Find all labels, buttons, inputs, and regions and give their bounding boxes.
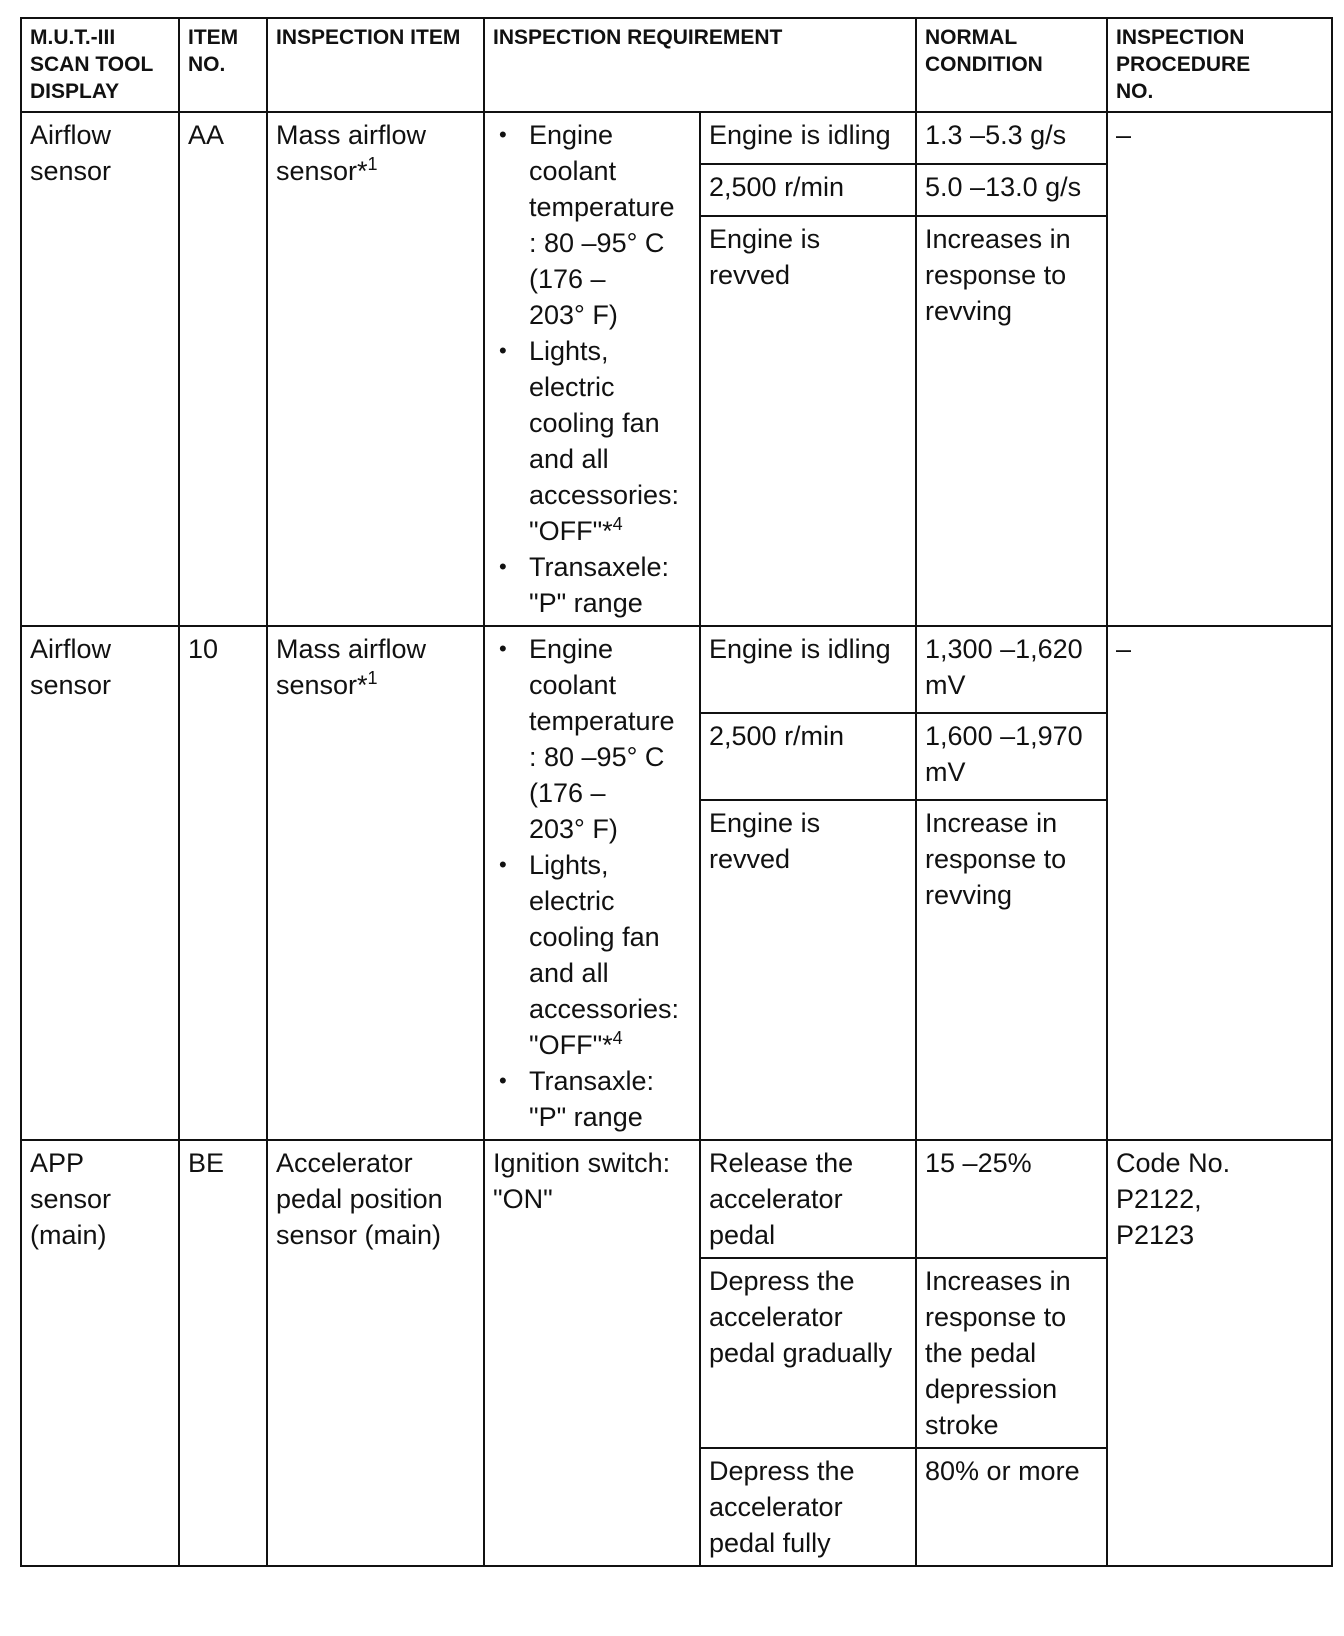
scan-tool-display-cell: Airflow sensor <box>21 112 179 626</box>
normal-condition-cell: 5.0 –13.0 g/s <box>916 164 1107 216</box>
condition-state-cell: Depress the accelerator pedal fully <box>700 1448 916 1566</box>
footnote-marker: 4 <box>612 1028 623 1048</box>
scan-tool-display-cell: APP sensor (main) <box>21 1140 179 1566</box>
item-no-cell: 10 <box>179 626 267 1140</box>
condition-state-cell: 2,500 r/min <box>700 164 916 216</box>
requirement-item-text: Lights, electric cooling fan and all accessories: "OFF"* <box>529 850 680 1060</box>
requirement-item-text: Lights, electric cooling fan and all accessories: "OFF"* <box>529 336 680 546</box>
normal-condition-cell: Increase in response to revving <box>916 800 1107 1140</box>
normal-condition-cell: 1,600 –1,970 mV <box>916 713 1107 800</box>
table-row <box>21 112 1332 164</box>
requirement-list <box>493 117 691 621</box>
header-inspection-requirement: INSPECTION REQUIREMENT <box>484 18 916 112</box>
requirement-list <box>493 631 691 1135</box>
normal-condition-cell: 15 –25% <box>916 1140 1107 1258</box>
inspection-item-text: Mass airflow sensor* <box>276 120 427 186</box>
inspection-item-cell: Accelerator pedal position sensor (main) <box>267 1140 484 1566</box>
header-procedure-no: INSPECTION PROCEDURE NO. <box>1107 18 1332 112</box>
normal-condition-cell: 80% or more <box>916 1448 1107 1566</box>
requirement-item <box>529 847 691 1063</box>
condition-state-cell: Release the accelerator pedal <box>700 1140 916 1258</box>
procedure-cell: Code No. P2122, P2123 <box>1107 1140 1332 1566</box>
requirement-cell <box>484 112 700 626</box>
header-scan-tool-display: M.U.T.-III SCAN TOOL DISPLAY <box>21 18 179 112</box>
requirement-item: • Engine coolant temperature : 80 –95° C (176 – 203° F) <box>529 117 691 333</box>
header-inspection-item: INSPECTION ITEM <box>267 18 484 112</box>
normal-condition-cell: 1.3 –5.3 g/s <box>916 112 1107 164</box>
scan-tool-display-cell: Airflow sensor <box>21 626 179 1140</box>
requirement-cell <box>484 626 700 1140</box>
header-item-no: ITEM NO. <box>179 18 267 112</box>
procedure-cell: – <box>1107 112 1332 626</box>
item-no-cell: BE <box>179 1140 267 1566</box>
table-row <box>21 626 1332 713</box>
header-row <box>21 18 1332 112</box>
condition-state-cell: Engine is revved <box>700 216 916 626</box>
normal-condition-cell: 1,300 –1,620 mV <box>916 626 1107 713</box>
inspection-table <box>20 17 1333 1567</box>
condition-state-cell: Engine is idling <box>700 112 916 164</box>
procedure-cell: – <box>1107 626 1332 1140</box>
requirement-item: • Transaxle: "P" range <box>529 1063 691 1135</box>
condition-state-cell: 2,500 r/min <box>700 713 916 800</box>
header-normal-condition: NORMAL CONDITION <box>916 18 1107 112</box>
requirement-item: • Engine coolant temperature : 80 –95° C (176 – 203° F) <box>529 631 691 847</box>
requirement-item <box>529 333 691 549</box>
normal-condition-cell: Increases in response to the pedal depression stroke <box>916 1258 1107 1448</box>
table-row <box>21 1140 1332 1258</box>
condition-state-cell: Depress the accelerator pedal gradually <box>700 1258 916 1448</box>
inspection-item-cell <box>267 626 484 1140</box>
condition-state-cell: Engine is idling <box>700 626 916 713</box>
item-no-cell: AA <box>179 112 267 626</box>
requirement-item: • Transaxele: "P" range <box>529 549 691 621</box>
requirement-cell: Ignition switch: "ON" <box>484 1140 700 1566</box>
footnote-marker: 1 <box>367 154 378 174</box>
normal-condition-cell: Increases in response to revving <box>916 216 1107 626</box>
footnote-marker: 1 <box>367 668 378 688</box>
footnote-marker: 4 <box>612 514 623 534</box>
inspection-item-text: Mass airflow sensor* <box>276 634 427 700</box>
condition-state-cell: Engine is revved <box>700 800 916 1140</box>
inspection-item-cell <box>267 112 484 626</box>
